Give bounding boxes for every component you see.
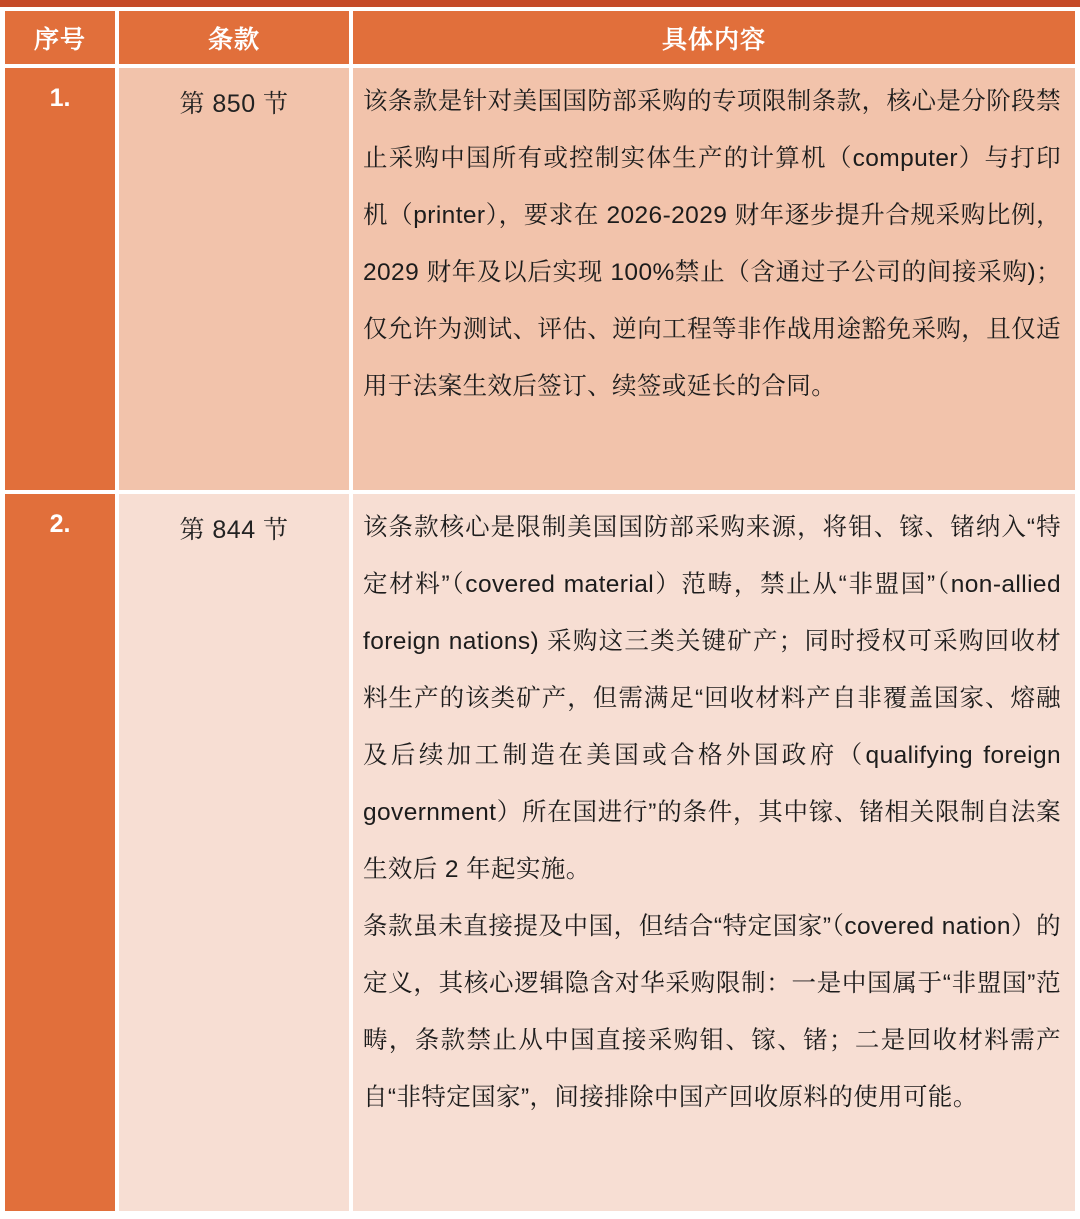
clauses-table xyxy=(0,11,1080,1217)
row-1-paragraph-1: 该条款是针对美国国防部采购的专项限制条款，核心是分阶段禁止采购中国所有或控制实体生产的计算机（computer）与打印机（printer），要求在 2026-2029 财年逐步提升合规采购比例，2029 财年及以后实现 100%禁止（含通过子公司的间接采购)；仅允许为测试、评估、逆向工程等非作战用途豁免采购，且仅适用于法案生效后签订、续签或延长的合同。 xyxy=(363,88,1061,400)
row-2-content xyxy=(353,494,1075,1211)
row-2-index: 2. xyxy=(5,494,115,1211)
row-1-index: 1. xyxy=(5,68,115,490)
row-2-paragraph-1: 该条款核心是限制美国国防部采购来源，将钼、镓、锗纳入“特定材料”（covered material）范畴，禁止从“非盟国”（non-allied foreign nations) 采购这三类关键矿产；同时授权可采购回收材料生产的该类矿产，但需满足“回收材料产自非覆盖国家、熔融及后续加工制造在美国或合格外国政府（qualifying foreign government）所在国进行”的条件，其中镓、锗相关限制自法案生效后 2 年起实施。 xyxy=(363,514,1061,883)
table-row-1 xyxy=(5,68,1075,490)
table-top-accent-bar xyxy=(0,0,1080,7)
table-row-2 xyxy=(5,494,1075,1211)
row-1-content xyxy=(353,68,1075,490)
column-header-content: 具体内容 xyxy=(353,11,1075,64)
table-header-row xyxy=(5,11,1075,64)
row-2-clause-number: 第 844 节 xyxy=(119,494,349,1211)
row-2-paragraph-2: 条款虽未直接提及中国，但结合“特定国家”（covered nation）的定义，其核心逻辑隐含对华采购限制：一是中国属于“非盟国”范畴，条款禁止从中国直接采购钼、镓、锗；二是回收材料需产自“非特定国家”，间接排除中国产回收原料的使用可能。 xyxy=(363,913,1061,1111)
column-header-clause: 条款 xyxy=(119,11,349,64)
column-header-index: 序号 xyxy=(5,11,115,64)
row-1-clause-number: 第 850 节 xyxy=(119,68,349,490)
